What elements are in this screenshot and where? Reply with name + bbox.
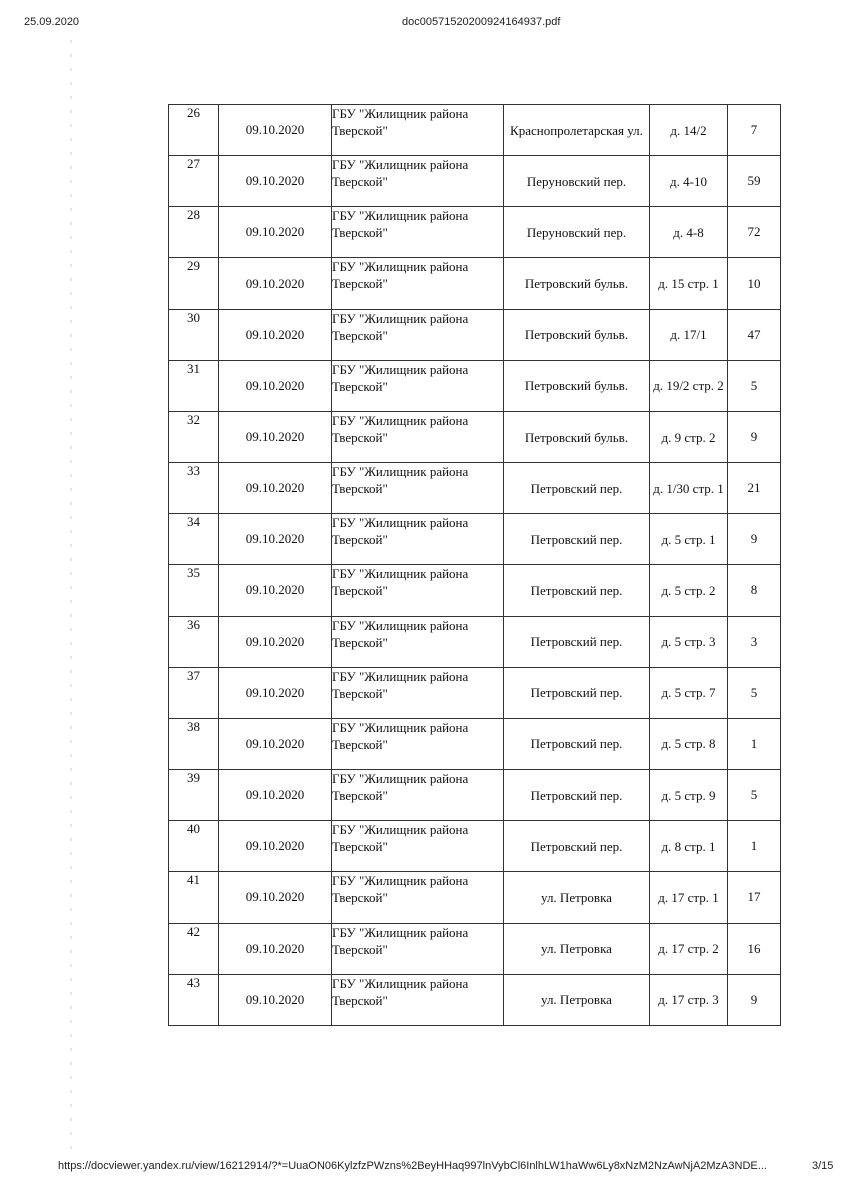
row-organization [332,411,504,462]
document-filename: doc00571520200924164937.pdf [402,16,561,28]
print-date: 25.09.2020 [24,16,80,28]
row-house: д. 17 стр. 2 [650,923,728,974]
row-count: 47 [728,309,781,360]
organization-line-1: ГБУ "Жилищник района [332,361,469,377]
organization-line-2: Тверской" [332,327,388,343]
row-date: 09.10.2020 [219,258,332,309]
organization-line-2: Тверской" [332,123,388,138]
row-house: д. 17/1 [650,309,728,360]
row-street: Петровский пер. [504,667,650,718]
row-count: 9 [728,514,781,565]
row-organization [332,667,504,718]
row-date: 09.10.2020 [219,872,332,923]
row-number: 30 [169,309,219,360]
row-count: 7 [728,105,781,156]
row-date: 09.10.2020 [219,514,332,565]
row-date: 09.10.2020 [219,105,332,156]
row-number: 39 [169,770,219,821]
organization-line-1: ГБУ "Жилищник района [332,310,469,326]
row-date: 09.10.2020 [219,616,332,667]
row-count: 1 [728,821,781,872]
row-street: Петровский бульв. [504,360,650,411]
organization-line-2: Тверской" [332,890,388,906]
row-organization [332,463,504,514]
row-number: 28 [169,207,219,258]
row-organization [332,105,504,156]
organization-line-2: Тверской" [332,429,388,445]
scan-edge-artifact [70,40,72,1160]
row-house: д. 5 стр. 2 [650,565,728,616]
table-row [169,309,781,360]
row-number: 34 [169,514,219,565]
organization-line-2: Тверской" [332,583,388,599]
row-organization [332,258,504,309]
row-street: Перуновский пер. [504,156,650,207]
row-number: 40 [169,821,219,872]
row-date: 09.10.2020 [219,718,332,769]
organization-line-1: ГБУ "Жилищник района [332,873,469,889]
organization-line-2: Тверской" [332,481,388,497]
row-date: 09.10.2020 [219,156,332,207]
row-street: Петровский бульв. [504,258,650,309]
row-count: 59 [728,156,781,207]
organization-line-1: ГБУ "Жилищник района [332,617,469,633]
table-row [169,923,781,974]
organization-line-2: Тверской" [332,685,388,701]
table-row [169,258,781,309]
row-organization [332,872,504,923]
row-house: д. 14/2 [650,105,728,156]
row-house: д. 5 стр. 3 [650,616,728,667]
organization-line-1: ГБУ "Жилищник района [332,412,469,428]
table-row [169,821,781,872]
row-organization [332,616,504,667]
table-body [169,105,781,1026]
row-house: д. 17 стр. 1 [650,872,728,923]
row-number: 36 [169,616,219,667]
organization-line-1: ГБУ "Жилищник района [332,975,469,991]
row-street: ул. Петровка [504,923,650,974]
row-count: 72 [728,207,781,258]
row-number: 32 [169,411,219,462]
row-street: Петровский пер. [504,821,650,872]
row-street: ул. Петровка [504,872,650,923]
table-row [169,770,781,821]
row-count: 8 [728,565,781,616]
row-house: д. 8 стр. 1 [650,821,728,872]
row-date: 09.10.2020 [219,565,332,616]
row-house: д. 4-10 [650,156,728,207]
row-house: д. 5 стр. 7 [650,667,728,718]
row-number: 27 [169,156,219,207]
row-organization [332,207,504,258]
row-house: д. 9 стр. 2 [650,411,728,462]
row-date: 09.10.2020 [219,411,332,462]
row-organization [332,718,504,769]
row-date: 09.10.2020 [219,207,332,258]
source-url: https://docviewer.yandex.ru/view/16212914/?*=UuaON06KylzfzPWzns%2BeyHHaq997lnVybCl6InlhLW1haWw6Ly8xNzM2NzAwNjA2MzA3NDE... [58,1160,767,1172]
organization-line-2: Тверской" [332,532,388,548]
organization-line-2: Тверской" [332,941,388,957]
row-count: 1 [728,718,781,769]
organization-line-1: ГБУ "Жилищник района [332,924,469,940]
row-date: 09.10.2020 [219,360,332,411]
row-house: д. 15 стр. 1 [650,258,728,309]
table-row [169,411,781,462]
row-date: 09.10.2020 [219,974,332,1025]
row-count: 9 [728,411,781,462]
row-count: 21 [728,463,781,514]
row-house: д. 17 стр. 3 [650,974,728,1025]
organization-line-2: Тверской" [332,992,388,1008]
table-row [169,667,781,718]
row-number: 43 [169,974,219,1025]
row-street: ул. Петровка [504,974,650,1025]
table-row [169,974,781,1025]
table-row [169,156,781,207]
row-organization [332,156,504,207]
addresses-table [168,104,781,1026]
row-organization [332,360,504,411]
row-count: 10 [728,258,781,309]
organization-line-2: Тверской" [332,378,388,394]
page-counter: 3/15 [812,1160,834,1172]
row-house: д. 5 стр. 1 [650,514,728,565]
row-house: д. 4-8 [650,207,728,258]
row-number: 35 [169,565,219,616]
organization-line-2: Тверской" [332,634,388,650]
row-number: 41 [169,872,219,923]
row-date: 09.10.2020 [219,463,332,514]
row-street: Петровский бульв. [504,309,650,360]
row-street: Перуновский пер. [504,207,650,258]
row-house: д. 5 стр. 8 [650,718,728,769]
row-date: 09.10.2020 [219,309,332,360]
row-count: 9 [728,974,781,1025]
organization-line-1: ГБУ "Жилищник района [332,668,469,684]
row-street: Петровский пер. [504,718,650,769]
organization-line-1: ГБУ "Жилищник района [332,566,469,582]
row-count: 5 [728,770,781,821]
row-number: 26 [169,105,219,156]
organization-line-1: ГБУ "Жилищник района [332,106,469,121]
row-date: 09.10.2020 [219,770,332,821]
organization-line-1: ГБУ "Жилищник района [332,208,469,224]
organization-line-1: ГБУ "Жилищник района [332,719,469,735]
row-date: 09.10.2020 [219,667,332,718]
organization-line-1: ГБУ "Жилищник района [332,464,469,480]
table-row [169,718,781,769]
table-row [169,514,781,565]
row-count: 17 [728,872,781,923]
row-number: 42 [169,923,219,974]
row-street: Петровский пер. [504,463,650,514]
row-number: 33 [169,463,219,514]
row-house: д. 1/30 стр. 1 [650,463,728,514]
row-house: д. 5 стр. 9 [650,770,728,821]
table-row [169,360,781,411]
table-row [169,872,781,923]
row-organization [332,974,504,1025]
table-row [169,616,781,667]
table-row [169,207,781,258]
organization-line-2: Тверской" [332,839,388,855]
organization-line-1: ГБУ "Жилищник района [332,259,469,275]
row-organization [332,309,504,360]
row-number: 37 [169,667,219,718]
table-row [169,105,781,156]
row-number: 29 [169,258,219,309]
organization-line-2: Тверской" [332,736,388,752]
row-count: 16 [728,923,781,974]
row-street: Петровский пер. [504,616,650,667]
row-street: Петровский пер. [504,770,650,821]
organization-line-1: ГБУ "Жилищник района [332,771,469,787]
row-house: д. 19/2 стр. 2 [650,360,728,411]
organization-line-1: ГБУ "Жилищник района [332,515,469,531]
organization-line-2: Тверской" [332,225,388,241]
row-street: Петровский пер. [504,565,650,616]
print-footer [0,1160,850,1176]
row-date: 09.10.2020 [219,821,332,872]
row-organization [332,770,504,821]
row-street: Петровский пер. [504,514,650,565]
organization-line-1: ГБУ "Жилищник района [332,157,469,173]
row-street: Краснопролетарская ул. [504,105,650,156]
row-count: 5 [728,667,781,718]
organization-line-2: Тверской" [332,276,388,292]
row-organization [332,565,504,616]
organization-line-2: Тверской" [332,174,388,190]
row-organization [332,923,504,974]
row-count: 5 [728,360,781,411]
row-number: 31 [169,360,219,411]
row-street: Петровский бульв. [504,411,650,462]
organization-line-1: ГБУ "Жилищник района [332,822,469,838]
table-row [169,463,781,514]
organization-line-2: Тверской" [332,788,388,804]
table-row [169,565,781,616]
row-organization [332,514,504,565]
row-count: 3 [728,616,781,667]
row-number: 38 [169,718,219,769]
print-header [0,16,850,32]
row-date: 09.10.2020 [219,923,332,974]
row-organization [332,821,504,872]
